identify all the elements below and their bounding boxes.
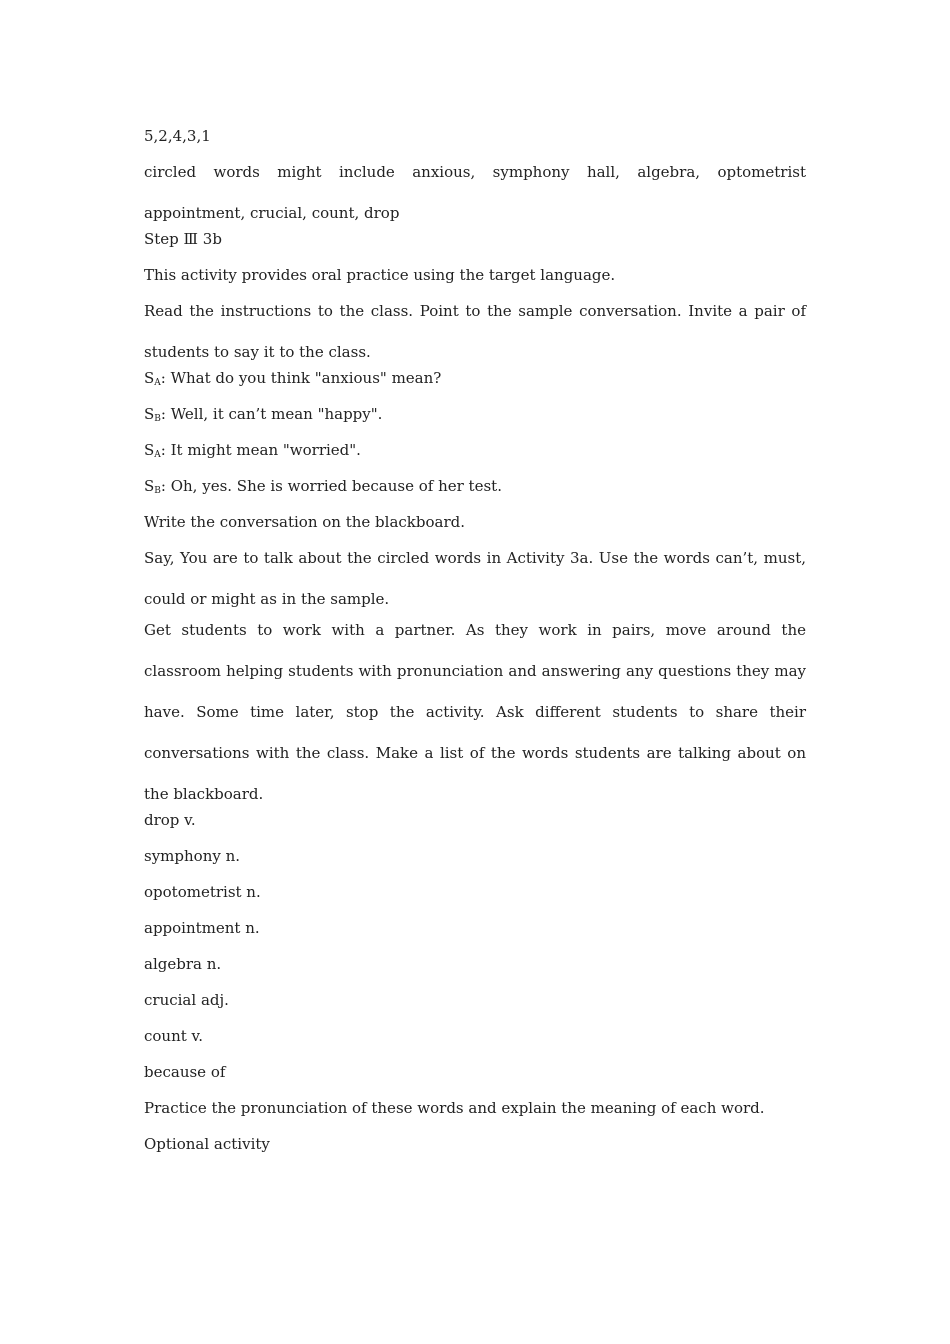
write-instruction: Write the conversation on the blackboard. [144,513,465,531]
speaker-label: S [144,369,155,387]
conversation-text: : It might mean "worried". [160,441,361,459]
speaker-label: S [144,405,155,423]
conversation-text: : Oh, yes. She is worried because of her test. [160,477,502,495]
document-body [144,126,806,1170]
vocabulary-item: opotometrist n. [144,883,261,901]
conversation-text: : What do you think "anxious" mean? [160,369,442,387]
answer-order: 5,2,4,3,1 [144,127,211,145]
pair-work-paragraph: Get students to work with a partner. As they work in pairs, move around the classroom helping students with pronunciation and answering any questions they may have. Some time later, stop the activity. Ask different students to share their conversations with the class. Make a list of the words students are talking about on the blackboard. [144,621,806,803]
speaker-label: S [144,477,155,495]
optional-activity-heading: Optional activity [144,1135,270,1153]
vocabulary-item: because of [144,1063,226,1081]
conversation-line [144,440,806,476]
speaker-subscript: A [154,378,161,388]
vocabulary-item: symphony n. [144,847,241,865]
speaker-subscript: B [154,486,161,496]
vocabulary-item: drop v. [144,811,196,829]
speaker-subscript: A [154,450,161,460]
vocabulary-item: algebra n. [144,955,222,973]
say-paragraph: Say, You are to talk about the circled words in Activity 3a. Use the words can’t, must, could or might as in the sample. [144,549,806,608]
speaker-subscript: B [154,414,161,424]
speaker-label: S [144,441,155,459]
activity-purpose: This activity provides oral practice using the target language. [144,266,616,284]
conversation-line [144,368,806,404]
conversation-line [144,476,806,512]
conversation-text: : Well, it can’t mean "happy". [160,405,383,423]
circled-words-paragraph: circled words might include anxious, symphony hall, algebra, optometrist appointment, crucial, count, drop [144,163,806,222]
step-heading: Step Ⅲ 3b [144,230,222,248]
conversation-line [144,404,806,440]
vocabulary-item: appointment n. [144,919,260,937]
practice-instruction: Practice the pronunciation of these words and explain the meaning of each word. [144,1099,765,1117]
vocabulary-item: count v. [144,1027,204,1045]
vocabulary-item: crucial adj. [144,991,229,1009]
instructions-paragraph: Read the instructions to the class. Point to the sample conversation. Invite a pair of students to say it to the class. [144,302,806,361]
